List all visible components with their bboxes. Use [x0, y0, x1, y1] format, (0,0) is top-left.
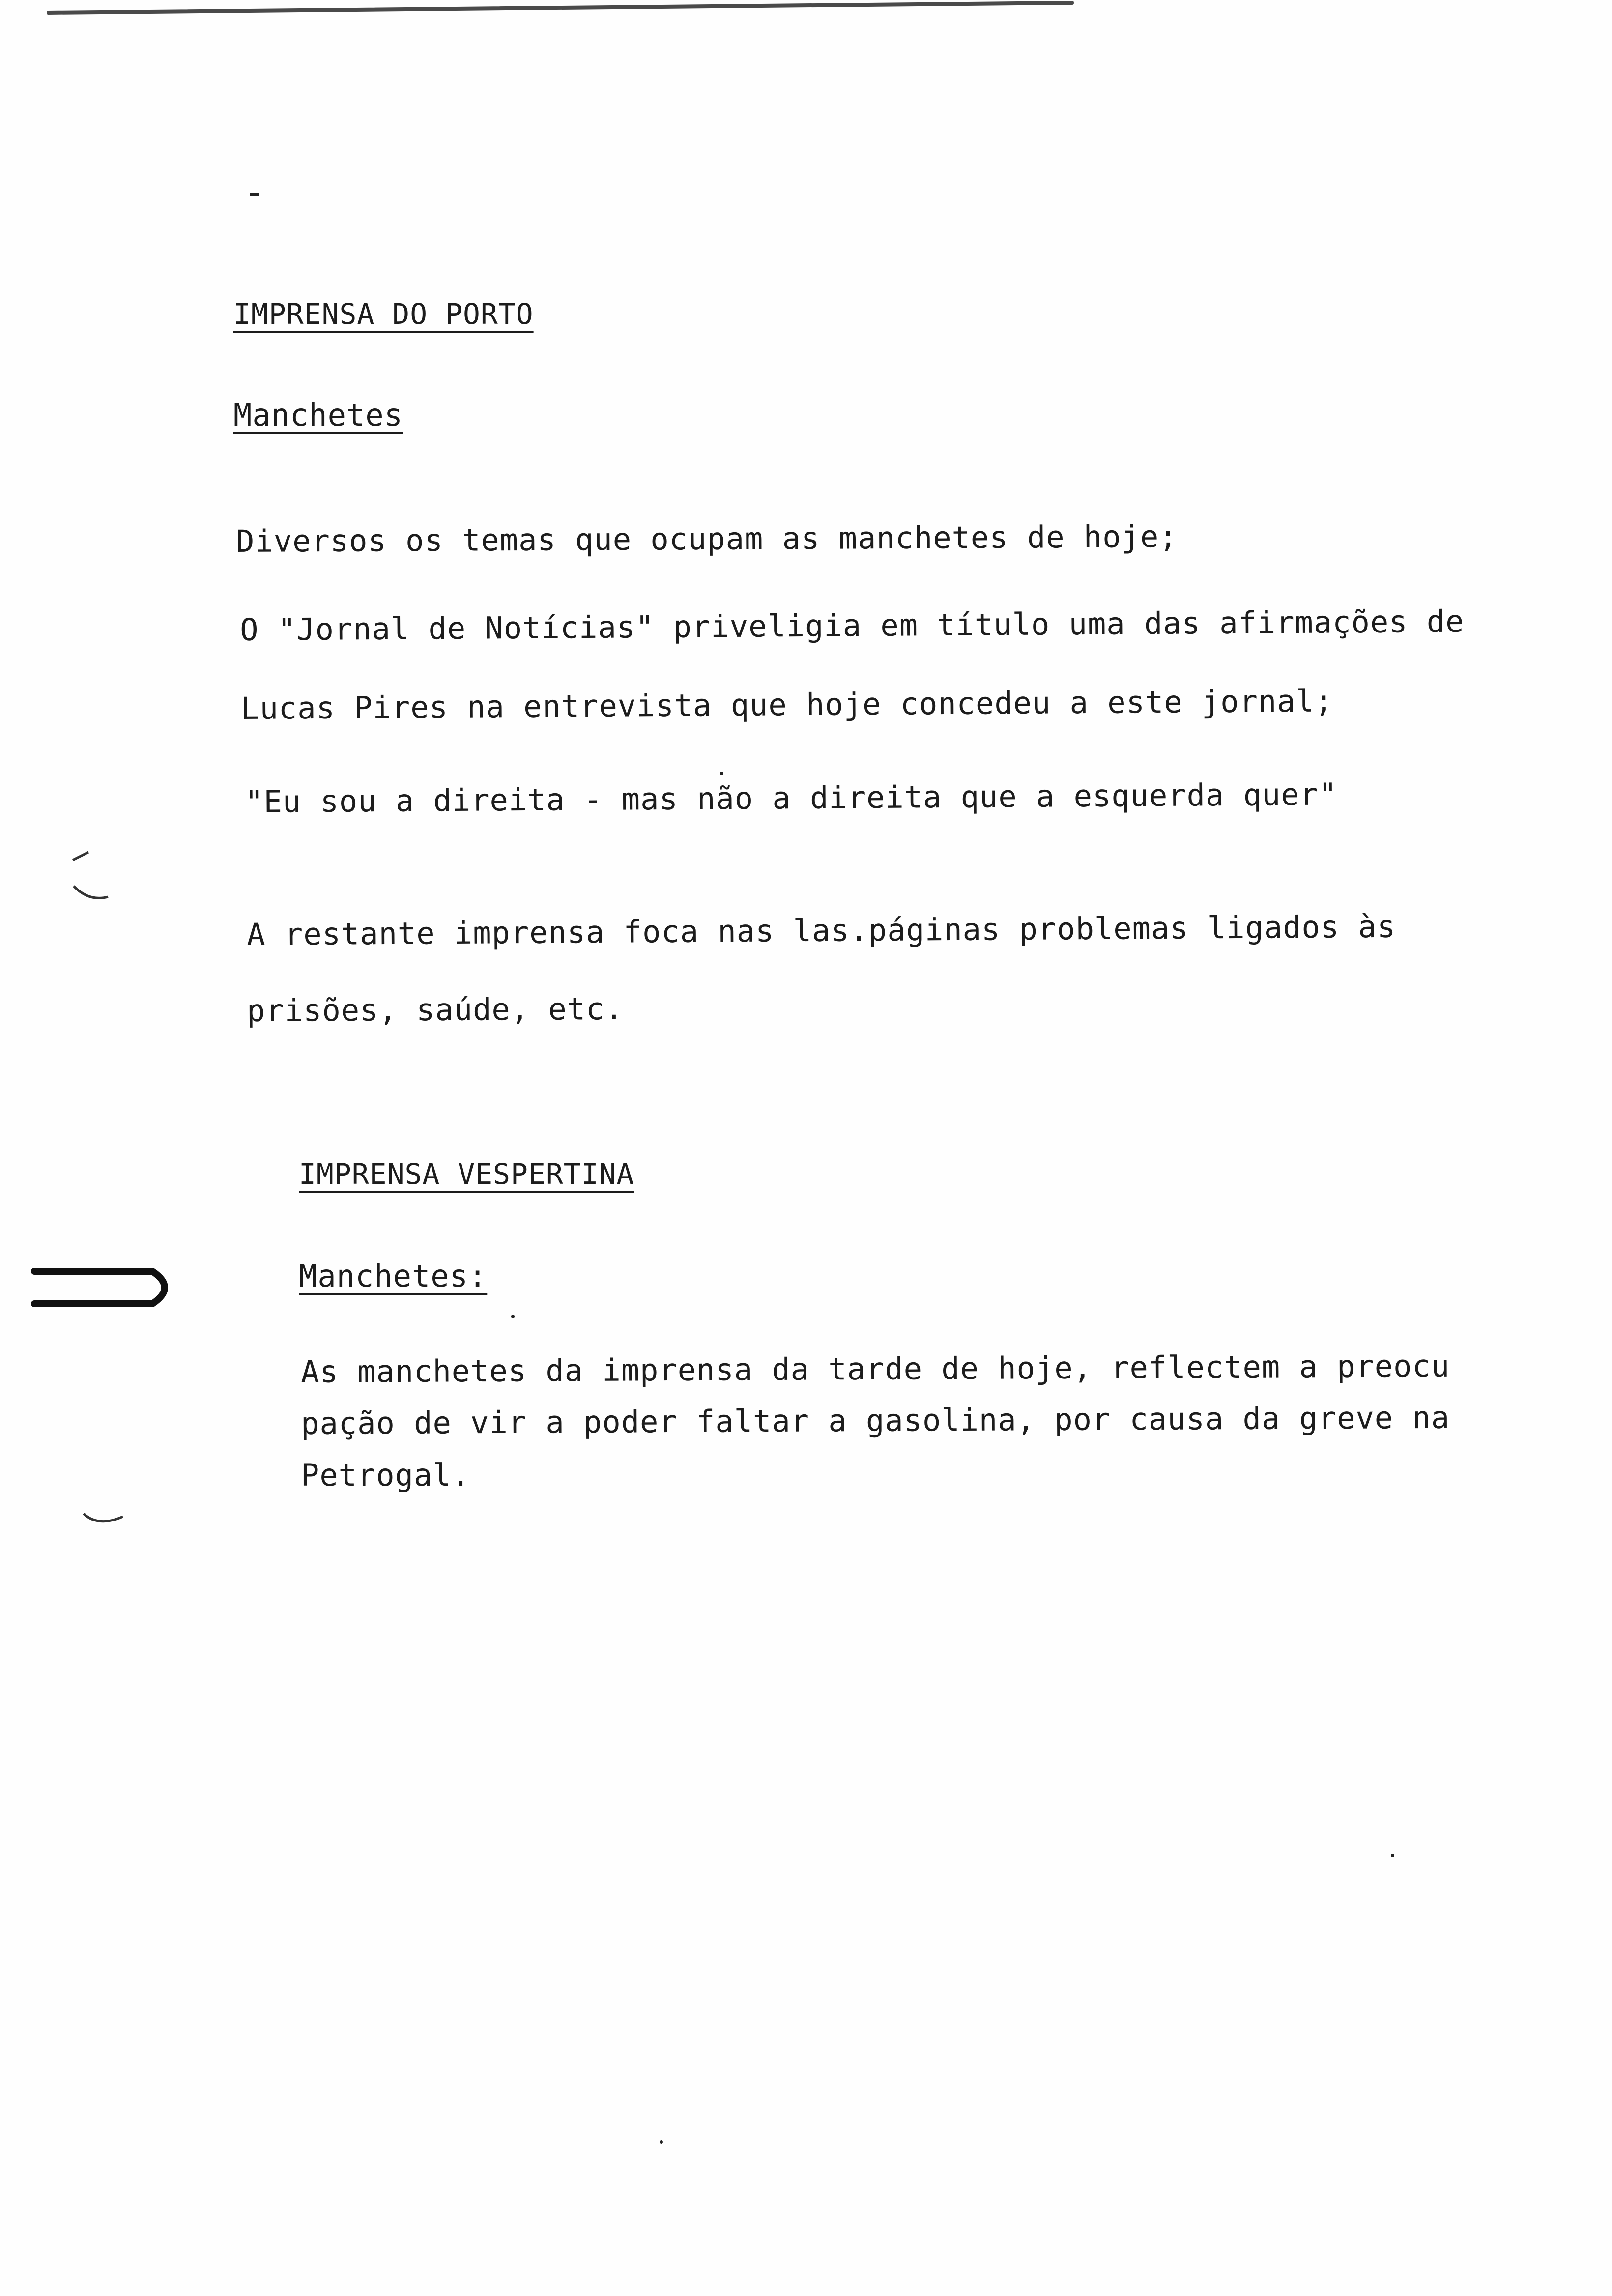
- section1-line-3: Lucas Pires na entrevista que hoje concedeu a este jornal;: [241, 683, 1334, 726]
- section1-subheading: Manchetes: [233, 397, 403, 433]
- margin-tick-mark: [69, 845, 98, 865]
- section1-line-1: Diversos os temas que ocupam as manchetes de hoje;: [236, 518, 1178, 559]
- section1-line-4: "Eu sou a direita - mas não a direita que a esquerda quer": [245, 776, 1338, 820]
- section1-line-6: prisões, saúde, etc.: [247, 990, 624, 1029]
- section2-subheading: Manchetes:: [299, 1258, 488, 1294]
- binder-clip-mark: [29, 1265, 177, 1310]
- speck: [1391, 1854, 1394, 1857]
- margin-curve-mark-lower: [79, 1509, 128, 1533]
- section2-heading: IMPRENSA VESPERTINA: [299, 1157, 634, 1191]
- dash-mark: [250, 193, 259, 196]
- section2-line-3: Petrogal.: [301, 1457, 470, 1493]
- margin-curve-mark: [69, 882, 113, 907]
- section1-line-2: O "Jornal de Notícias" priveligia em título uma das afirmações de: [240, 603, 1465, 648]
- speck: [720, 772, 723, 775]
- top-rule: [47, 1, 1074, 15]
- section1-heading: IMPRENSA DO PORTO: [233, 297, 534, 331]
- section1-line-5: A restante imprensa foca nas las.páginas problemas ligados às: [247, 908, 1396, 952]
- speck: [511, 1315, 515, 1318]
- section2-line-1: As manchetes da imprensa da tarde de hoje, reflectem a preocu: [301, 1348, 1450, 1390]
- speck: [660, 2140, 663, 2144]
- section2-line-2: pação de vir a poder faltar a gasolina, por causa da greve na: [301, 1399, 1450, 1441]
